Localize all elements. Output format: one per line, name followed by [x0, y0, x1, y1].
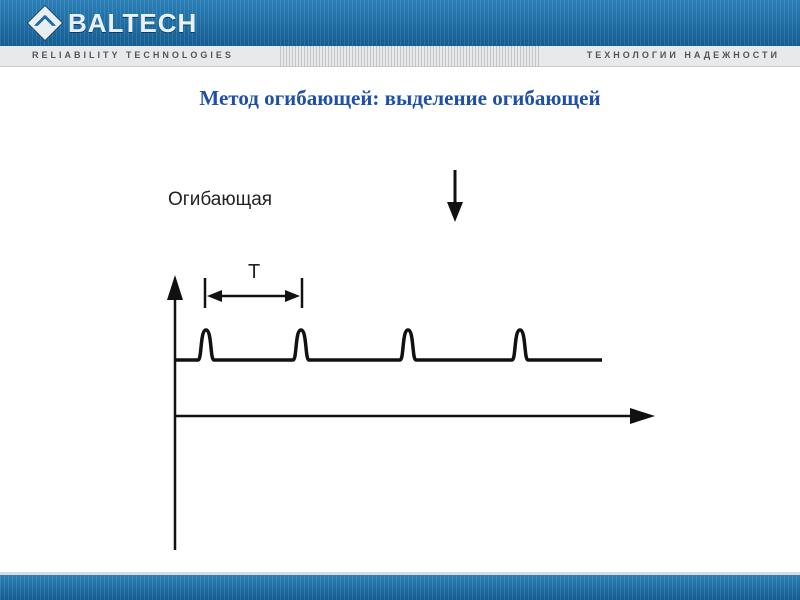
envelope-label: Огибающая — [168, 189, 273, 210]
brand-logo — [32, 9, 197, 37]
tagline-hatch — [280, 46, 540, 66]
tagline-left: RELIABILITY TECHNOLOGIES — [32, 50, 234, 60]
header-bar — [0, 0, 800, 46]
tagline-bar — [0, 46, 800, 67]
slide-title: Метод огибающей: выделение огибающей — [199, 86, 601, 110]
x-axis — [175, 408, 655, 424]
tagline-right: ТЕХНОЛОГИИ НАДЕЖНОСТИ — [586, 50, 780, 60]
period-label: T — [248, 261, 261, 283]
footer-bar — [0, 575, 800, 600]
y-axis — [167, 275, 183, 550]
logo-icon — [27, 5, 64, 42]
envelope-diagram — [150, 160, 670, 560]
brand-name: BALTECH — [68, 7, 198, 38]
down-arrow-icon — [447, 170, 463, 222]
envelope-signal — [175, 330, 602, 360]
